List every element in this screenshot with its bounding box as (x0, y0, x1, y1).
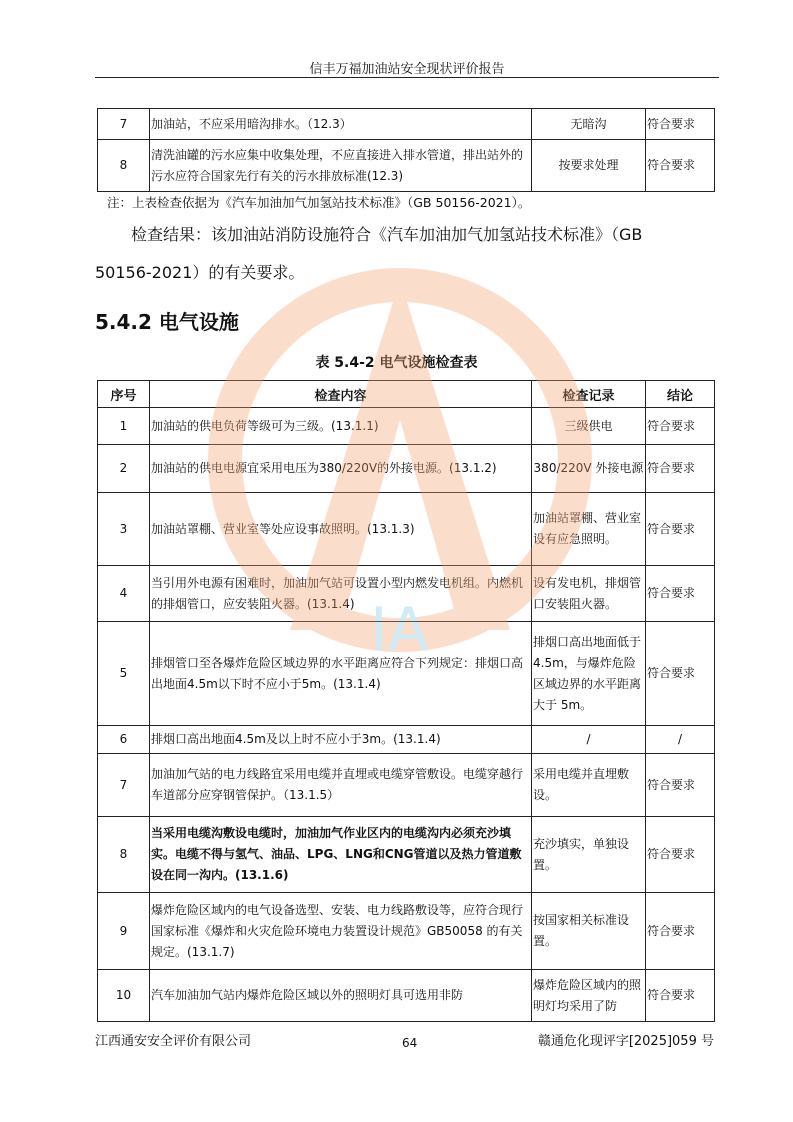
table-row (98, 754, 715, 817)
check-record: 三级供电 (532, 408, 646, 445)
row-number: 10 (98, 970, 150, 1022)
table-header-row (98, 381, 715, 408)
check-record: 无暗沟 (532, 109, 646, 140)
header-no: 序号 (98, 381, 150, 408)
conclusion: 符合要求 (646, 493, 715, 566)
check-record: 按国家相关标准设置。 (532, 893, 646, 970)
table-row (98, 817, 715, 893)
table-row (98, 970, 715, 1022)
table-row (98, 445, 715, 493)
table-caption: 表 5.4-2 电气设施检查表 (315, 355, 478, 371)
check-content: 爆炸危险区域内的电气设备选型、安装、电力线路敷设等，应符合现行国家标准《爆炸和火灾危险环境电力装置设计规范》GB50058 的有关规定。(13.1.7) (150, 893, 532, 970)
check-record: 380/220V 外接电源 (532, 445, 646, 493)
footer-doc-number: 赣通危化现评字[2025]059 号 (537, 1034, 714, 1049)
check-record: 按要求处理 (532, 140, 646, 192)
row-number: 3 (98, 493, 150, 566)
conclusion: 符合要求 (646, 445, 715, 493)
header-content: 检查内容 (150, 381, 532, 408)
check-record: 加油站罩棚、营业室设有应急照明。 (532, 493, 646, 566)
row-number: 6 (98, 726, 150, 754)
conclusion: 符合要求 (646, 970, 715, 1022)
row-number: 1 (98, 408, 150, 445)
check-content: 加油站的供电电源宜采用电压为380/220V的外接电源。(13.1.2) (150, 445, 532, 493)
table-row (98, 493, 715, 566)
check-record: 采用电缆并直埋敷设。 (532, 754, 646, 817)
table-row (98, 140, 715, 192)
check-content: 汽车加油加气站内爆炸危险区域以外的照明灯具可选用非防 (150, 970, 532, 1022)
table-row (98, 726, 715, 754)
check-record: / (532, 726, 646, 754)
table-row (98, 893, 715, 970)
row-number: 7 (98, 109, 150, 140)
table-note: 注：上表检查依据为《汽车加油加气加氢站技术标准》（GB 50156-2021）。 (107, 195, 531, 210)
conclusion: 符合要求 (646, 754, 715, 817)
check-content: 排烟口高出地面4.5m及以上时不应小于3m。(13.1.4) (150, 726, 532, 754)
row-number: 8 (98, 140, 150, 192)
page-header: 信丰万福加油站安全现状评价报告 (95, 58, 719, 78)
table-row (98, 566, 715, 622)
table-row (98, 408, 715, 445)
row-number: 7 (98, 754, 150, 817)
check-content: 加油站罩棚、营业室等处应设事故照明。(13.1.3) (150, 493, 532, 566)
check-record: 充沙填实，单独设置。 (532, 817, 646, 893)
section-title: 5.4.2 电气设施 (95, 310, 239, 334)
electrical-facilities-table (97, 380, 715, 1022)
row-number: 4 (98, 566, 150, 622)
table-row (98, 622, 715, 726)
conclusion: / (646, 726, 715, 754)
check-content: 排烟管口至各爆炸危险区域边界的水平距离应符合下列规定：排烟口高出地面4.5m以下时不应小于5m。(13.1.4) (150, 622, 532, 726)
check-content: 清洗油罐的污水应集中收集处理，不应直接进入排水管道，排出站外的污水应符合国家先行有关的污水排放标准(12.3) (150, 140, 532, 192)
row-number: 9 (98, 893, 150, 970)
table-row (98, 109, 715, 140)
conclusion: 符合要求 (646, 109, 715, 140)
conclusion: 符合要求 (646, 408, 715, 445)
check-content: 加油加气站的电力线路宜采用电缆并直埋或电缆穿管敷设。电缆穿越行车道部分应穿钢管保护。（13.1.5） (150, 754, 532, 817)
check-content: 加油站，不应采用暗沟排水。（12.3） (150, 109, 532, 140)
conclusion: 符合要求 (646, 566, 715, 622)
water-drain-table-continued (97, 108, 715, 192)
watermark-ia: IA (370, 595, 429, 665)
conclusion: 符合要求 (646, 622, 715, 726)
conclusion: 符合要求 (646, 817, 715, 893)
row-number: 5 (98, 622, 150, 726)
header-record: 检查记录 (532, 381, 646, 408)
conclusion-text-cont: 50156-2021）的有关要求。 (95, 263, 305, 282)
header-result: 结论 (646, 381, 715, 408)
check-record: 爆炸危险区域内的照明灯均采用了防 (532, 970, 646, 1022)
conclusion-text: 检查结果：该加油站消防设施符合《汽车加油加气加氢站技术标准》（GB (131, 225, 643, 244)
row-number: 8 (98, 817, 150, 893)
check-content: 当引用外电源有困难时，加油加气站可设置小型内燃发电机组。内燃机的排烟管口，应安装阻火器。(13.1.4) (150, 566, 532, 622)
conclusion: 符合要求 (646, 140, 715, 192)
page-number: 64 (402, 1036, 418, 1050)
check-content: 当采用电缆沟敷设电缆时，加油加气作业区内的电缆沟内必须充沙填实。电缆不得与氢气、油品、LPG、LNG和CNG管道以及热力管道敷设在同一沟内。(13.1.6) (150, 817, 532, 893)
check-record: 设有发电机，排烟管口安装阻火器。 (532, 566, 646, 622)
footer-company: 江西通安安全评价有限公司 (95, 1034, 252, 1049)
row-number: 2 (98, 445, 150, 493)
conclusion: 符合要求 (646, 893, 715, 970)
check-content: 加油站的供电负荷等级可为三级。(13.1.1) (150, 408, 532, 445)
check-record: 排烟口高出地面低于 4.5m，与爆炸危险区域边界的水平距离大于 5m。 (532, 622, 646, 726)
